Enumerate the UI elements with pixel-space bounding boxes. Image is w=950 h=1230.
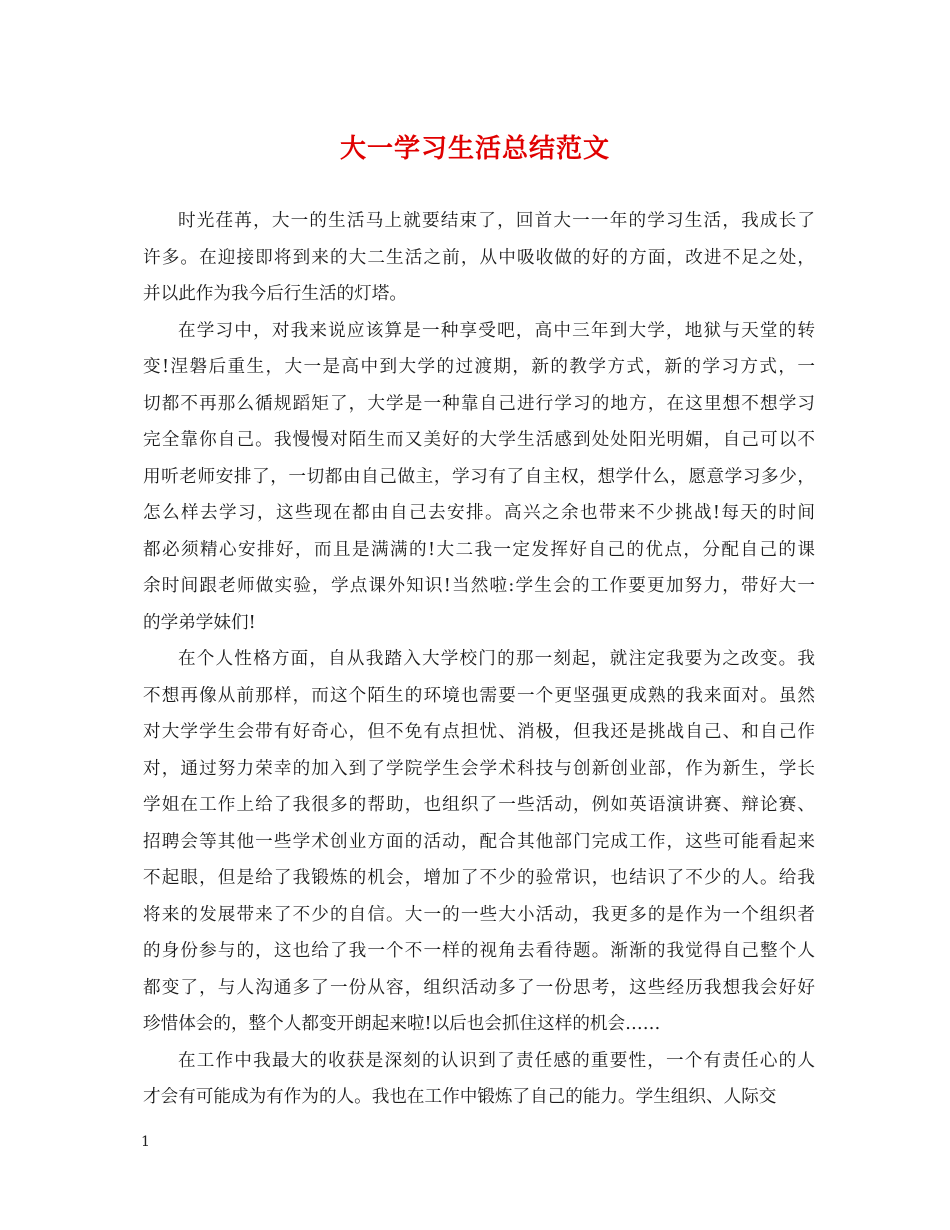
text-line: 对大学学生会带有好奇心，但不免有点担忧、消极，但我还是挑战自己、和自己作 [143, 722, 815, 742]
paragraph [143, 1043, 815, 1116]
text-line: 完全靠你自己。我慢慢对陌生而又美好的大学生活感到处处阳光明媚，自己可以不 [143, 430, 815, 450]
text-line: 在工作中我最大的收获是深刻的认识到了责任感的重要性，一个有责任心的人 [178, 1050, 815, 1071]
text-line: 都变了，与人沟通多了一份从容，组织活动多了一份思考，这些经历我想我会好好 [143, 977, 815, 998]
text-line: 的身份参与的，这也给了我一个不一样的视角去看待题。渐渐的我觉得自己整个人 [143, 941, 815, 961]
text-line: 都必须精心安排好，而且是满满的!大二我一定发挥好自己的优点，分配自己的课 [143, 539, 815, 560]
document-title: 大一学习生活总结范文 [339, 134, 610, 164]
text-line: 变!涅磐后重生，大一是高中到大学的过渡期，新的教学方式，新的学习方式，一 [143, 357, 815, 377]
paragraph [143, 641, 815, 1043]
paragraph [143, 313, 815, 642]
text-line: 时光荏苒，大一的生活马上就要结束了，回首大一一年的学习生活，我成长了 [178, 211, 815, 231]
text-line: 才会有可能成为有作为的人。我也在工作中锻炼了自己的能力。学生组织、人际交 [143, 1087, 777, 1107]
paragraph [143, 203, 815, 313]
text-line: 切都不再那么循规蹈矩了，大学是一种靠自己进行学习的地方，在这里想不想学习 [143, 393, 815, 414]
document-body [143, 203, 815, 1116]
text-line: 珍惜体会的，整个人都变开朗起来啦!以后也会抓住这样的机会…… [143, 1014, 661, 1034]
text-line: 在学习中，对我来说应该算是一种享受吧，高中三年到大学，地狱与天堂的转 [178, 320, 815, 341]
text-line: 不起眼，但是给了我锻炼的机会，增加了不少的验常识，也结识了不少的人。给我 [143, 868, 815, 888]
text-line: 的学弟学妹们! [143, 612, 256, 633]
text-line: 用听老师安排了，一切都由自己做主，学习有了自主权，想学什么，愿意学习多少， [143, 466, 815, 487]
text-line: 余时间跟老师做实验，学点课外知识!当然啦:学生会的工作要更加努力，带好大一 [143, 576, 815, 596]
text-line: 对，通过努力荣幸的加入到了学院学生会学术科技与创新创业部，作为新生，学长 [143, 758, 815, 779]
text-line: 许多。在迎接即将到来的大二生活之前，从中吸收做的好的方面，改进不足之处， [143, 247, 815, 268]
text-line: 将来的发展带来了不少的自信。大一的一些大小活动，我更多的是作为一个组织者 [143, 904, 815, 925]
text-line: 怎么样去学习，这些现在都由自己去安排。高兴之余也带来不少挑战!每天的时间 [143, 503, 815, 523]
page-number: 1 [141, 1134, 150, 1150]
text-line: 并以此作为我今后行生活的灯塔。 [143, 284, 407, 304]
text-line: 不想再像从前那样，而这个陌生的环境也需要一个更坚强更成熟的我来面对。虽然 [143, 685, 815, 706]
text-line: 在个人性格方面，自从我踏入大学校门的那一刻起，就注定我要为之改变。我 [178, 649, 815, 669]
text-line: 招聘会等其他一些学术创业方面的活动，配合其他部门完成工作，这些可能看起来 [143, 831, 815, 852]
text-line: 学姐在工作上给了我很多的帮助，也组织了一些活动，例如英语演讲赛、辩论赛、 [143, 795, 815, 815]
